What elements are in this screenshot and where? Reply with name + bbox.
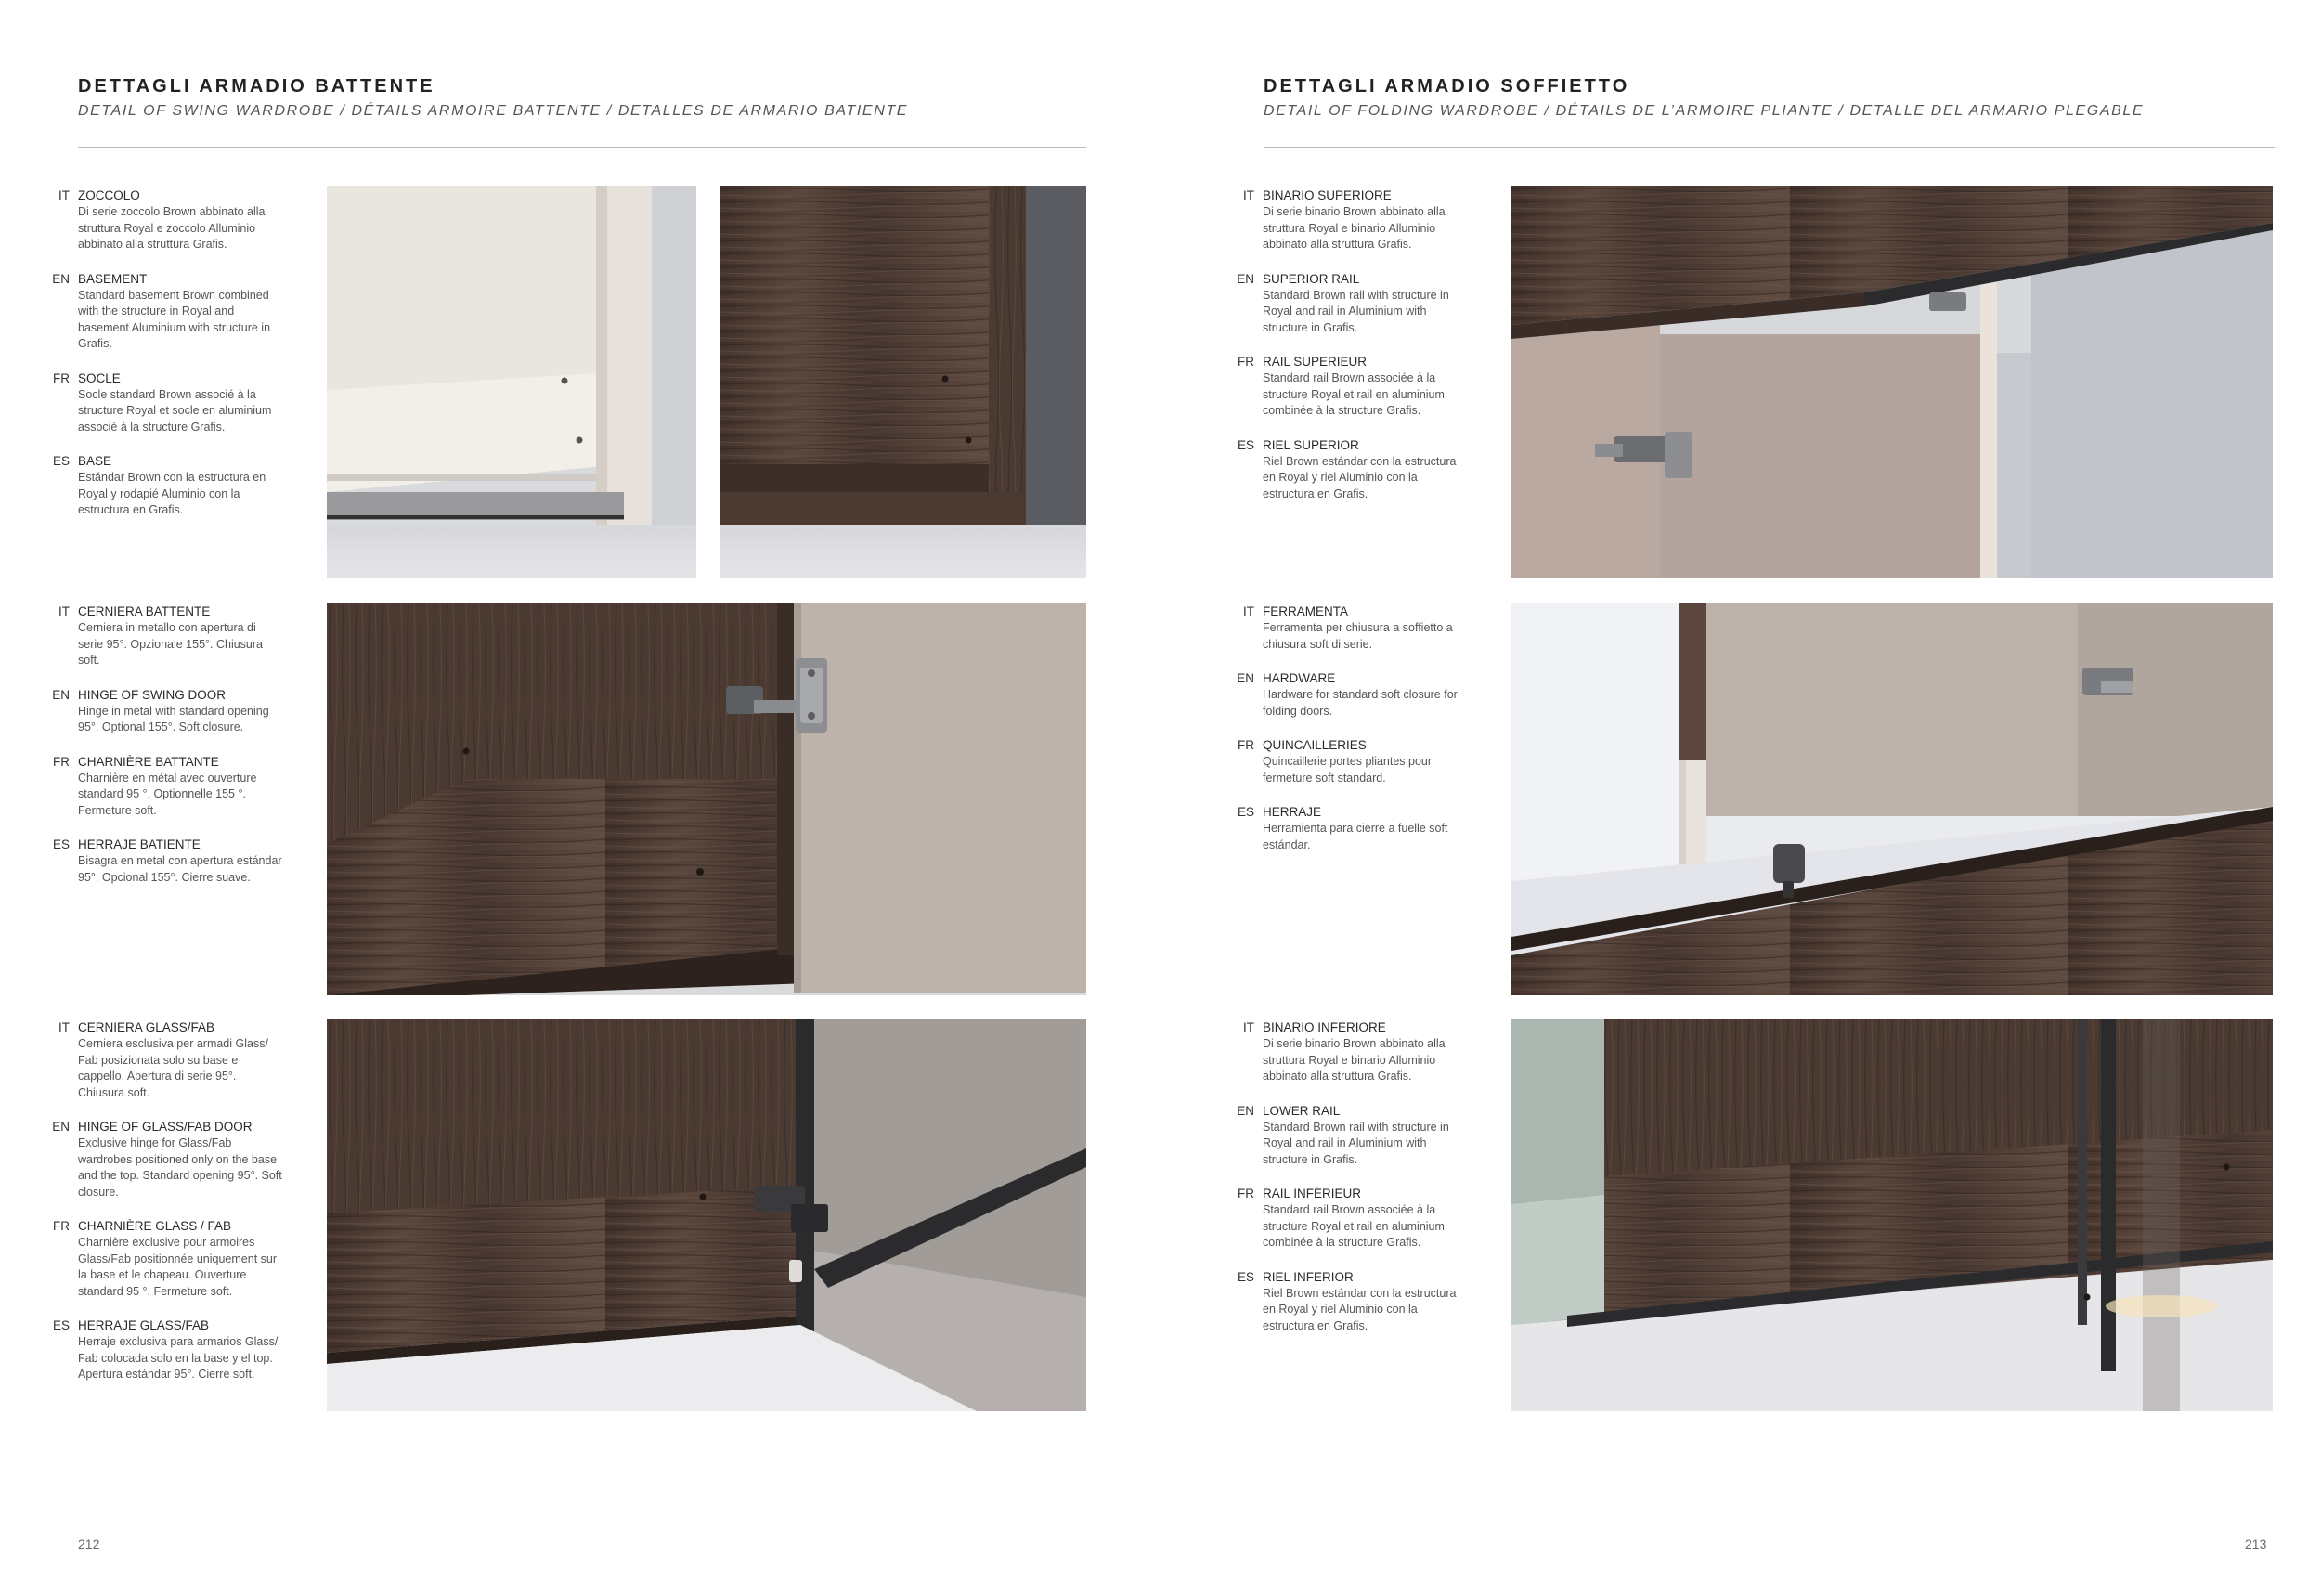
entry-body: Quincaillerie portes pliantes pour fermeture soft standard. (1263, 755, 1433, 785)
right-page-title: DETTAGLI ARMADIO SOFFIETTO (1264, 76, 1630, 97)
entry-es (42, 837, 283, 886)
entry-fr (42, 1218, 283, 1300)
language-code: EN (52, 687, 70, 702)
entry-fr (1226, 737, 1468, 786)
entry-fr (42, 370, 283, 436)
entry-title: CHARNIÈRE BATTANTE (78, 754, 219, 769)
language-code: ES (52, 837, 70, 851)
language-code: IT (58, 188, 70, 202)
swing-hinge-photo (327, 603, 1086, 995)
language-code: EN (52, 1120, 70, 1134)
entry-en (42, 1119, 283, 1200)
entry-body: Riel Brown estándar con la estructura en Royal y riel Aluminio con la estructura en Grafis. (1263, 1286, 1457, 1332)
entry-body: Charnière exclusive pour armoires Glass/Fab positionnée uniquement sur la base et le chapeau. Ouverture standard 95 °. Fermeture soft. (78, 1236, 278, 1298)
superior-rail-description (1226, 188, 1468, 520)
lower-rail-description (1226, 1019, 1468, 1352)
entry-title: HERRAJE (1263, 805, 1322, 819)
entry-en (1226, 1103, 1468, 1169)
right-page-header (1264, 74, 2275, 121)
entry-title: BASE (78, 454, 112, 468)
entry-it (1226, 1019, 1468, 1085)
language-code: ES (1237, 1269, 1254, 1284)
entry-body: Herramienta para cierre a fuelle soft estándar. (1263, 822, 1448, 851)
superior-rail-photo (1511, 186, 2273, 578)
entry-title: RIEL INFERIOR (1263, 1269, 1354, 1284)
entry-en (42, 271, 283, 353)
entry-title: SOCLE (78, 370, 121, 385)
language-code: IT (58, 1020, 70, 1034)
entry-body: Herraje exclusiva para armarios Glass/ Fab colocada solo en la base y el top. Apertura estándar 95°. Cierre soft. (78, 1335, 279, 1381)
language-code: ES (1237, 437, 1254, 452)
entry-title: SUPERIOR RAIL (1263, 271, 1360, 286)
basement-description (42, 188, 283, 537)
entry-es (1226, 804, 1468, 853)
entry-title: RAIL SUPERIEUR (1263, 355, 1368, 369)
left-page-subtitle: DETAIL OF SWING WARDROBE / DÉTAILS ARMOIRE BATTENTE / DETALLES DE ARMARIO BATIENTE (78, 103, 908, 119)
right-header-divider (1264, 147, 2275, 148)
entry-it (42, 1019, 283, 1101)
left-page-title: DETTAGLI ARMADIO BATTENTE (78, 76, 435, 97)
entry-body: Socle standard Brown associé à la structure Royal et socle en aluminium associé à la structure Grafis. (78, 387, 272, 434)
language-code: EN (1237, 271, 1254, 286)
entry-es (42, 1317, 283, 1383)
entry-it (1226, 603, 1468, 653)
entry-title: CERNIERA BATTENTE (78, 604, 211, 618)
language-code: FR (1238, 738, 1254, 752)
entry-it (42, 188, 283, 253)
entry-title: RIEL SUPERIOR (1263, 437, 1359, 452)
language-code: IT (1243, 604, 1254, 618)
glass-fab-hinge-photo (327, 1019, 1086, 1411)
entry-body: Charnière en métal avec ouverture standard 95 °. Optionnelle 155 °. Fermeture soft. (78, 771, 257, 817)
entry-en (1226, 271, 1468, 337)
entry-body: Cerniera in metallo con apertura di serie 95°. Opzionale 155°. Chiusura soft. (78, 621, 263, 667)
entry-it (1226, 188, 1468, 253)
entry-title: CERNIERA GLASS/FAB (78, 1020, 215, 1034)
entry-title: RAIL INFÉRIEUR (1263, 1187, 1362, 1200)
language-code: FR (1238, 355, 1254, 369)
language-code: FR (53, 370, 70, 385)
right-page-subtitle: DETAIL OF FOLDING WARDROBE / DÉTAILS DE L’ARMOIRE PLIANTE / DETALLE DEL ARMARIO PLEGABLE (1264, 103, 2145, 119)
right-page-number: 213 (2245, 1537, 2267, 1551)
language-code: IT (58, 604, 70, 618)
entry-body: Di serie binario Brown abbinato alla struttura Royal e binario Alluminio abbinato alla struttura Grafis. (1263, 1037, 1446, 1083)
language-code: FR (53, 754, 70, 769)
entry-body: Cerniera esclusiva per armadi Glass/ Fab posizionata solo su base e cappello. Apertura di serie 95°. Chiusura soft. (78, 1037, 268, 1099)
entry-en (42, 687, 283, 736)
language-code: EN (52, 271, 70, 286)
folding-hardware-photo (1511, 603, 2273, 995)
entry-title: BINARIO SUPERIORE (1263, 188, 1392, 202)
language-code: IT (1243, 1020, 1254, 1034)
entry-it (42, 603, 283, 669)
entry-title: LOWER RAIL (1263, 1103, 1341, 1118)
entry-title: BASEMENT (78, 271, 148, 286)
entry-body: Standard rail Brown associée à la structure Royal et rail en aluminium combinée à la structure Grafis. (1263, 1203, 1445, 1249)
entry-body: Standard Brown rail with structure in Royal and rail in Aluminium with structure in Grafis. (1263, 1120, 1449, 1166)
entry-title: CHARNIÈRE GLASS / FAB (78, 1219, 232, 1233)
left-page-number: 212 (78, 1537, 100, 1551)
entry-fr (1226, 1186, 1468, 1252)
entry-body: Standard Brown rail with structure in Royal and rail in Aluminium with structure in Grafis. (1263, 288, 1449, 334)
entry-body: Estándar Brown con la estructura en Royal y rodapié Aluminio con la estructura en Grafis. (78, 471, 266, 516)
basement-white-photo (327, 186, 696, 578)
entry-body: Exclusive hinge for Glass/Fab wardrobes positioned only on the base and the top. Standard opening 95°. Soft closure. (78, 1136, 282, 1199)
folding-hardware-description (1226, 603, 1468, 871)
entry-body: Riel Brown estándar con la estructura en Royal y riel Aluminio con la estructura en Grafis. (1263, 454, 1457, 500)
entry-title: ZOCCOLO (78, 188, 140, 202)
entry-title: BINARIO INFERIORE (1263, 1020, 1386, 1034)
entry-body: Di serie binario Brown abbinato alla struttura Royal e binario Alluminio abbinato alla struttura Grafis. (1263, 205, 1446, 251)
entry-title: HARDWARE (1263, 671, 1336, 685)
entry-title: QUINCAILLERIES (1263, 738, 1367, 752)
entry-body: Hinge in metal with standard opening 95°. Optional 155°. Soft closure. (78, 704, 269, 733)
entry-en (1226, 670, 1468, 720)
left-header-divider (78, 147, 1086, 148)
entry-title: HINGE OF GLASS/FAB DOOR (78, 1120, 253, 1134)
lower-rail-photo (1511, 1019, 2273, 1411)
swing-hinge-description (42, 603, 283, 903)
language-code: EN (1237, 671, 1254, 685)
entry-es (42, 453, 283, 519)
basement-wood-photo (720, 186, 1086, 578)
entry-title: HERRAJE GLASS/FAB (78, 1318, 210, 1332)
left-page-header (78, 74, 1086, 121)
language-code: ES (52, 454, 70, 468)
entry-body: Standard basement Brown combined with the structure in Royal and basement Aluminium with structure in Grafis. (78, 288, 271, 350)
entry-body: Ferramenta per chiusura a soffietto a chiusura soft di serie. (1263, 621, 1453, 651)
entry-title: FERRAMENTA (1263, 604, 1349, 618)
entry-fr (42, 754, 283, 820)
language-code: ES (1237, 805, 1254, 819)
language-code: FR (1238, 1187, 1254, 1200)
entry-title: HERRAJE BATIENTE (78, 837, 201, 851)
language-code: FR (53, 1219, 70, 1233)
entry-body: Bisagra en metal con apertura estándar 95°. Opcional 155°. Cierre suave. (78, 854, 282, 884)
language-code: ES (52, 1318, 70, 1332)
entry-es (1226, 1269, 1468, 1335)
entry-body: Di serie zoccolo Brown abbinato alla struttura Royal e zoccolo Alluminio abbinato alla struttura Grafis. (78, 205, 266, 251)
language-code: IT (1243, 188, 1254, 202)
entry-title: HINGE OF SWING DOOR (78, 687, 227, 702)
entry-body: Hardware for standard soft closure for folding doors. (1263, 688, 1458, 718)
glass-fab-hinge-description (42, 1019, 283, 1401)
entry-fr (1226, 354, 1468, 420)
entry-body: Standard rail Brown associée à la structure Royal et rail en aluminium combinée à la structure Grafis. (1263, 371, 1445, 417)
entry-es (1226, 437, 1468, 503)
language-code: EN (1237, 1103, 1254, 1118)
